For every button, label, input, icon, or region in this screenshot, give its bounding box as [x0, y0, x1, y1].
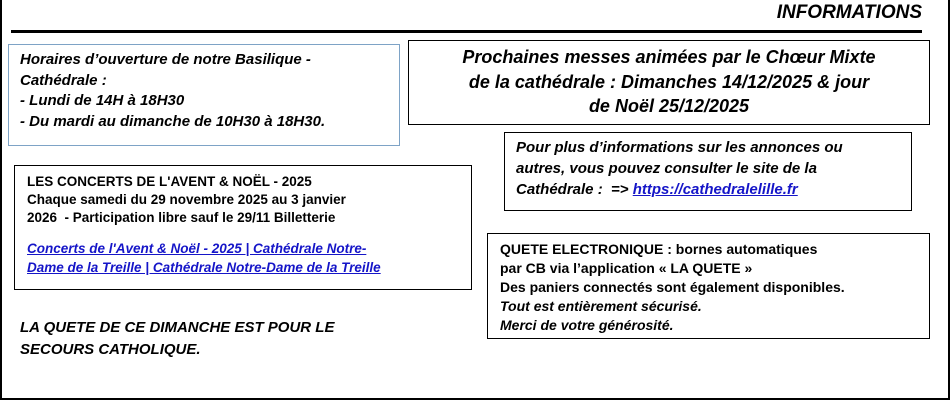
masses-line: de Noël 25/12/2025: [588, 96, 750, 116]
website-link[interactable]: https://cathedralelille.fr: [632, 180, 798, 198]
title-rule: [11, 30, 922, 33]
concerts-line: 2026 - Participation libre sauf le 29/11 Billetterie: [27, 210, 336, 225]
sunday-collection-notice: [20, 317, 334, 361]
website-info-box: [504, 132, 912, 211]
website-line: autres, vous pouvez consulter le site de la: [516, 159, 817, 177]
quete-line: Merci de votre générosité.: [500, 316, 674, 333]
website-line: Pour plus d’informations sur les annonces ou: [516, 138, 843, 156]
website-line-last: [516, 179, 911, 200]
electronic-collection-box: [487, 233, 930, 339]
hours-line: Horaires d’ouverture de notre Basilique -: [20, 51, 311, 68]
concerts-link-block: [27, 239, 471, 277]
opening-hours-box: [8, 44, 400, 146]
notice-line: LA QUETE DE CE DIMANCHE EST POUR LE: [20, 319, 335, 336]
concerts-line: Chaque samedi du 29 novembre 2025 au 3 janvier: [27, 192, 346, 207]
hours-line: Cathédrale :: [20, 71, 107, 89]
masses-line: Prochaines messes animées par le Chœur Mixte: [462, 47, 876, 67]
page-title: INFORMATIONS: [776, 2, 922, 23]
concerts-line: LES CONCERTS DE L'AVENT & NOËL - 2025: [27, 174, 312, 189]
upcoming-masses-box: [408, 40, 930, 125]
concerts-link-line[interactable]: Dame de la Treille | Cathédrale Notre-Dame de la Treille: [27, 259, 381, 275]
notice-line: SECOURS CATHOLIQUE.: [20, 341, 201, 358]
quete-line: Tout est entièrement sécurisé.: [500, 297, 702, 314]
concerts-link-line[interactable]: Concerts de l'Avent & Noël - 2025 | Cathédrale Notre-: [27, 240, 367, 256]
hours-line: - Du mardi au dimanche de 10H30 à 18H30.: [20, 113, 326, 131]
quete-line: QUETE ELECTRONIQUE : bornes automatiques: [500, 240, 818, 257]
concerts-link[interactable]: [27, 239, 471, 277]
hours-line: - Lundi de 14H à 18H30: [20, 92, 185, 110]
advent-concerts-box: [14, 165, 472, 290]
website-prefix: Cathédrale : =>: [516, 180, 633, 198]
masses-line: de la cathédrale : Dimanches 14/12/2025 & jour: [468, 71, 870, 92]
quete-line: Des paniers connectés sont également disponibles.: [500, 278, 845, 295]
quete-line: par CB via l’application « LA QUETE »: [500, 259, 753, 276]
